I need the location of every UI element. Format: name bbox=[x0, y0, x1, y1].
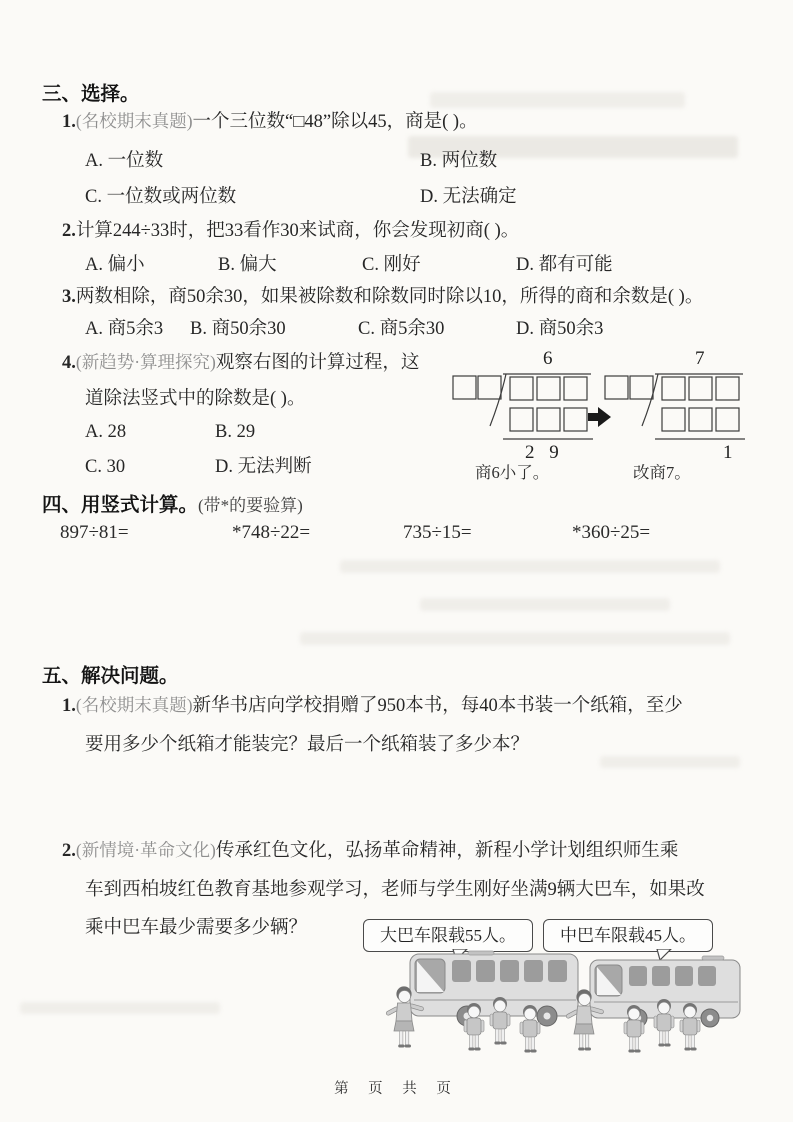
q2-number: 2. bbox=[62, 221, 76, 241]
q1-text: 一个三位数“□48”除以45，商是( )。 bbox=[192, 112, 478, 132]
p1-source-tag: (名校期末真题) bbox=[75, 695, 193, 715]
q1-option-b: B. 两位数 bbox=[420, 151, 498, 171]
expression-3: 735÷15= bbox=[403, 522, 472, 543]
q1-number: 1. bbox=[62, 112, 76, 132]
expression-1: 897÷81= bbox=[60, 522, 129, 543]
p1-text-line1: 新华书店向学校捐赠了950本书，每40本书装一个纸箱，至少 bbox=[192, 696, 683, 716]
problem-q1-line1 bbox=[62, 694, 683, 717]
p2-number: 2. bbox=[62, 841, 76, 861]
arrow-right-icon bbox=[588, 407, 611, 427]
choice-q1-stem bbox=[62, 110, 478, 133]
problem-q2-line1 bbox=[62, 839, 678, 862]
big-bus-speech-bubble bbox=[363, 919, 533, 952]
choice-q4-stem-line2: 道除法竖式中的除数是( )。 bbox=[85, 389, 306, 409]
q2-option-c: C. 刚好 bbox=[362, 255, 421, 275]
q3-option-a: A. 商5余3 bbox=[85, 319, 164, 339]
problem-q2-line3: 乘中巴车最少需要多少辆？ bbox=[85, 918, 308, 938]
vertical-title-text: 四、用竖式计算。 bbox=[42, 494, 199, 516]
q4-option-a: A. 28 bbox=[85, 422, 127, 442]
q3-option-c: C. 商5余30 bbox=[358, 319, 445, 339]
page-footer: 第 页 共 页 bbox=[334, 1081, 459, 1097]
choice-q3-stem bbox=[62, 286, 703, 308]
q2-option-b: B. 偏大 bbox=[218, 255, 277, 275]
expression-2: *748÷22= bbox=[232, 522, 311, 543]
problem-q2-line2: 车到西柏坡红色教育基地参观学习，老师与学生刚好坐满9辆大巴车，如果改 bbox=[85, 880, 705, 900]
q3-option-b: B. 商50余30 bbox=[190, 319, 286, 339]
section-choice-title: 三、选择。 bbox=[42, 83, 140, 105]
problem-q1-line2: 要用多少个纸箱才能装完？最后一个纸箱装了多少本？ bbox=[85, 735, 530, 755]
bleedthrough-artifact bbox=[340, 560, 720, 573]
q1-option-d: D. 无法确定 bbox=[420, 187, 517, 207]
division-left bbox=[453, 374, 593, 439]
q4-option-c: C. 30 bbox=[85, 457, 126, 477]
section-vertical-title bbox=[42, 489, 303, 517]
q4-option-b: B. 29 bbox=[215, 422, 256, 442]
q1-option-c: C. 一位数或两位数 bbox=[85, 187, 237, 207]
q3-option-d: D. 商50余3 bbox=[516, 319, 604, 339]
section-problem-title: 五、解决问题。 bbox=[42, 665, 179, 687]
q4-option-d: D. 无法判断 bbox=[215, 457, 312, 477]
bleedthrough-artifact bbox=[600, 756, 740, 768]
bus-scene-illustration bbox=[372, 950, 775, 1062]
p2-text-line1: 传承红色文化，弘扬革命精神，新程小学计划组织师生乘 bbox=[215, 841, 679, 861]
bleedthrough-artifact bbox=[420, 598, 670, 611]
p1-number: 1. bbox=[62, 696, 76, 716]
mid-bus-speech-bubble bbox=[543, 919, 713, 952]
mid-bus-bubble-text: 中巴车限载45人。 bbox=[560, 926, 696, 945]
q3-number: 3. bbox=[62, 287, 76, 307]
choice-q2-stem bbox=[62, 220, 519, 242]
right-caption: 改商7。 bbox=[633, 463, 691, 482]
big-bus-bubble-text: 大巴车限载55人。 bbox=[380, 926, 516, 945]
long-division-figure bbox=[443, 344, 765, 486]
q4-source-tag: (新趋势·算理探究) bbox=[75, 352, 216, 372]
q2-option-a: A. 偏小 bbox=[85, 255, 145, 275]
q2-option-d: D. 都有可能 bbox=[516, 255, 613, 275]
bleedthrough-artifact bbox=[20, 1002, 220, 1014]
q1-source-tag: (名校期末真题) bbox=[75, 111, 193, 131]
p2-source-tag: (新情境·革命文化) bbox=[75, 840, 216, 860]
bleedthrough-artifact bbox=[300, 632, 730, 645]
left-remainder: 2 9 bbox=[525, 442, 564, 463]
choice-q4-stem-line1 bbox=[62, 351, 419, 374]
q4-text-line1: 观察右图的计算过程，这 bbox=[215, 353, 420, 373]
division-right bbox=[605, 374, 745, 439]
vertical-title-note: (带*的要验算) bbox=[198, 496, 303, 515]
right-quotient: 7 bbox=[695, 348, 705, 369]
q1-option-a: A. 一位数 bbox=[85, 151, 164, 171]
q4-number: 4. bbox=[62, 353, 76, 373]
right-remainder: 1 bbox=[723, 442, 733, 463]
left-caption: 商6小了。 bbox=[475, 463, 550, 482]
expression-4: *360÷25= bbox=[572, 522, 651, 543]
q2-text: 计算244÷33时，把33看作30来试商，你会发现初商( )。 bbox=[75, 221, 520, 241]
left-quotient: 6 bbox=[543, 348, 553, 369]
bleedthrough-artifact bbox=[430, 92, 685, 108]
q3-text: 两数相除，商50余30，如果被除数和除数同时除以10，所得的商和余数是( )。 bbox=[75, 287, 704, 307]
